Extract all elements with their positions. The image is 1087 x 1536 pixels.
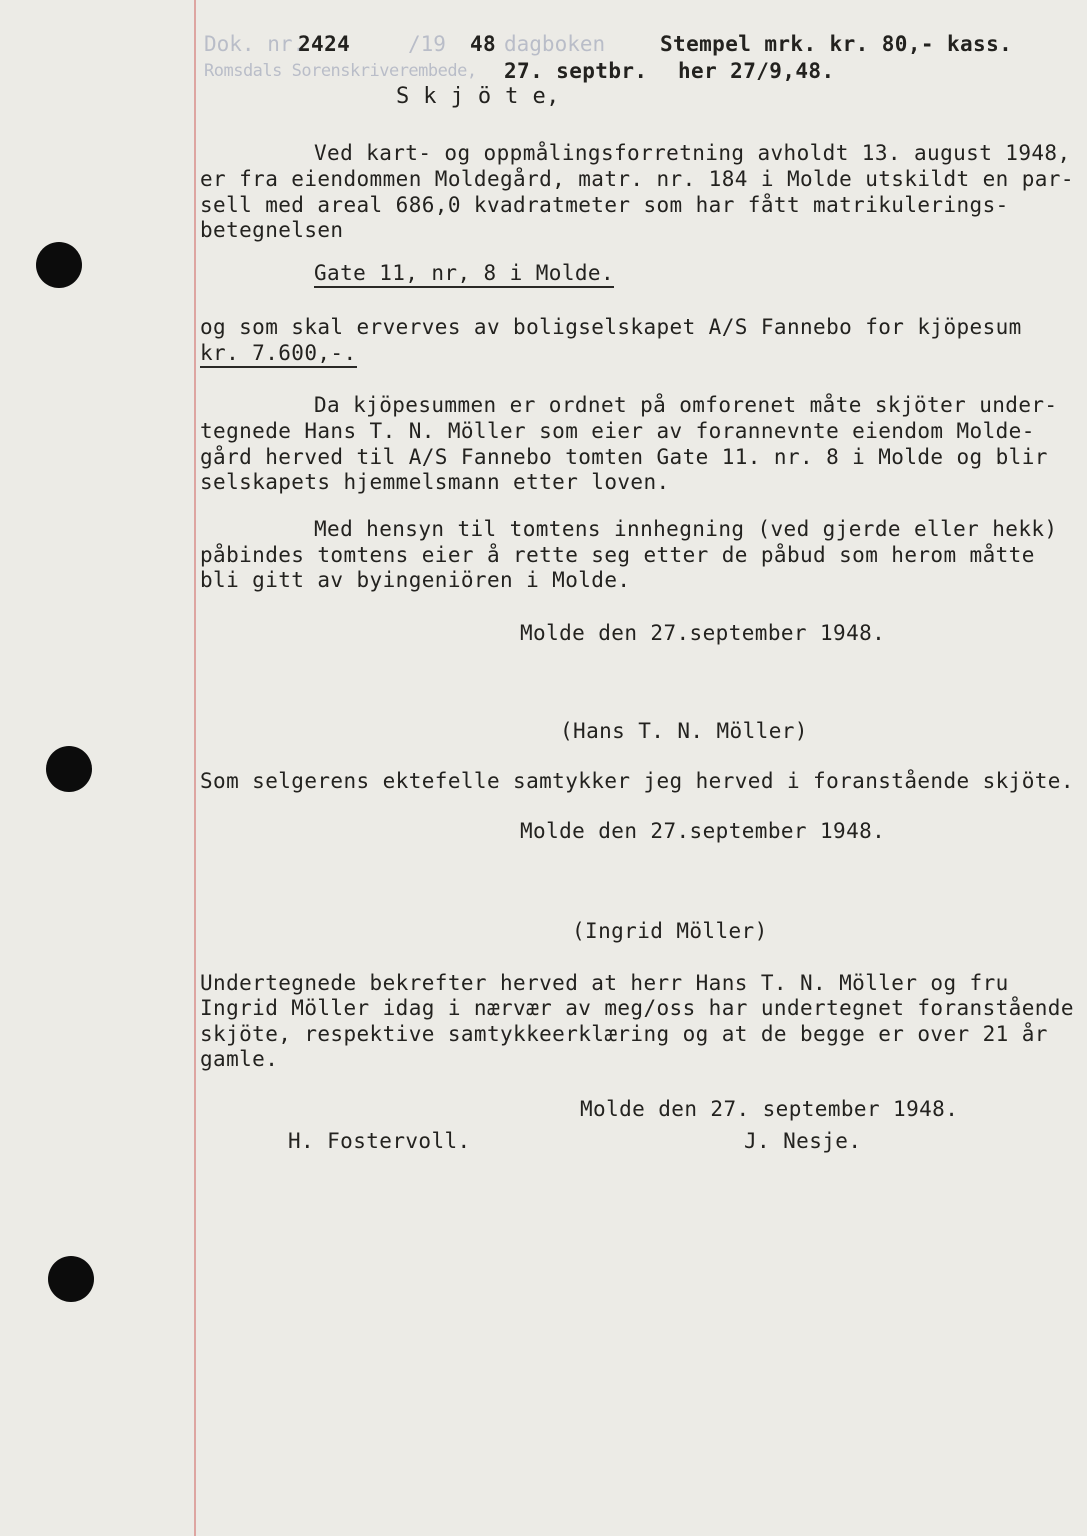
witness-signature: H. Fostervoll.	[288, 1129, 471, 1153]
punch-hole	[46, 746, 92, 792]
paragraph-line: bli gitt av byingeniören i Molde.	[200, 568, 631, 592]
stamp-fee: Stempel mrk. kr. 80,- kass.	[660, 32, 1013, 56]
paragraph-line: Undertegnede bekrefter herved at herr Hans T. N. Möller og fru	[200, 971, 1009, 995]
stamp-dagbok: dagboken	[504, 32, 606, 56]
punch-hole	[36, 242, 82, 288]
purchase-price-text: kr. 7.600,-.	[200, 341, 357, 368]
stamp-doc-label: Dok. nr.	[204, 32, 306, 56]
paragraph-line: er fra eiendommen Moldegård, matr. nr. 184 i Molde utskildt en par-	[200, 167, 1074, 191]
property-address	[314, 260, 614, 286]
paragraph-line: gård herved til A/S Fannebo tomten Gate 11. nr. 8 i Molde og blir	[200, 445, 1048, 469]
paragraph-line: påbindes tomtens eier å rette seg etter de påbud som herom måtte	[200, 543, 1035, 567]
consent-date: Molde den 27.september 1948.	[520, 819, 886, 843]
witness-signature: J. Nesje.	[744, 1129, 862, 1153]
paragraph-line: gamle.	[200, 1047, 279, 1071]
paragraph-line: tegnede Hans T. N. Möller som eier av forannevnte eiendom Molde-	[200, 419, 1035, 443]
paragraph-line: Da kjöpesummen er ordnet på omforenet måte skjöter under-	[314, 393, 1058, 417]
paragraph-line: Ved kart- og oppmålingsforretning avholdt 13. august 1948,	[314, 141, 1071, 165]
doc-number: 2424	[298, 32, 351, 56]
property-address-text: Gate 11, nr, 8 i Molde.	[314, 261, 614, 288]
received-date: her 27/9,48.	[678, 59, 835, 83]
paragraph-line: Ingrid Möller idag i nærvær av meg/oss har undertegnet foranstående	[200, 996, 1074, 1020]
spouse-signature: (Ingrid Möller)	[572, 919, 768, 943]
paragraph-line: sell med areal 686,0 kvadratmeter som har fått matrikulerings-	[200, 193, 1009, 217]
witness-date: Molde den 27. september 1948.	[580, 1097, 959, 1121]
margin-rule	[194, 0, 196, 1536]
doc-year: 48	[470, 32, 497, 56]
signing-date: Molde den 27.september 1948.	[520, 621, 886, 645]
paragraph-line: og som skal erverves av boligselskapet A/S Fannebo for kjöpesum	[200, 315, 1022, 339]
seller-signature: (Hans T. N. Möller)	[560, 719, 808, 743]
paragraph-line: betegnelsen	[200, 218, 344, 242]
stamp-office: Romsdals Sorenskriverembede,	[204, 61, 477, 81]
paragraph-line: Med hensyn til tomtens innhegning (ved gjerde eller hekk)	[314, 517, 1058, 541]
registration-date: 27. septbr.	[504, 59, 648, 83]
punch-hole	[48, 1256, 94, 1302]
document-title: S k j ö t e,	[396, 84, 560, 109]
paragraph-line: selskapets hjemmelsmann etter loven.	[200, 470, 670, 494]
stamp-year-prefix: /19	[408, 32, 446, 56]
paragraph-line: skjöte, respektive samtykkeerklæring og at de begge er over 21 år	[200, 1022, 1048, 1046]
spouse-consent: Som selgerens ektefelle samtykker jeg herved i foranstående skjöte.	[200, 769, 1074, 793]
purchase-price	[200, 340, 357, 366]
